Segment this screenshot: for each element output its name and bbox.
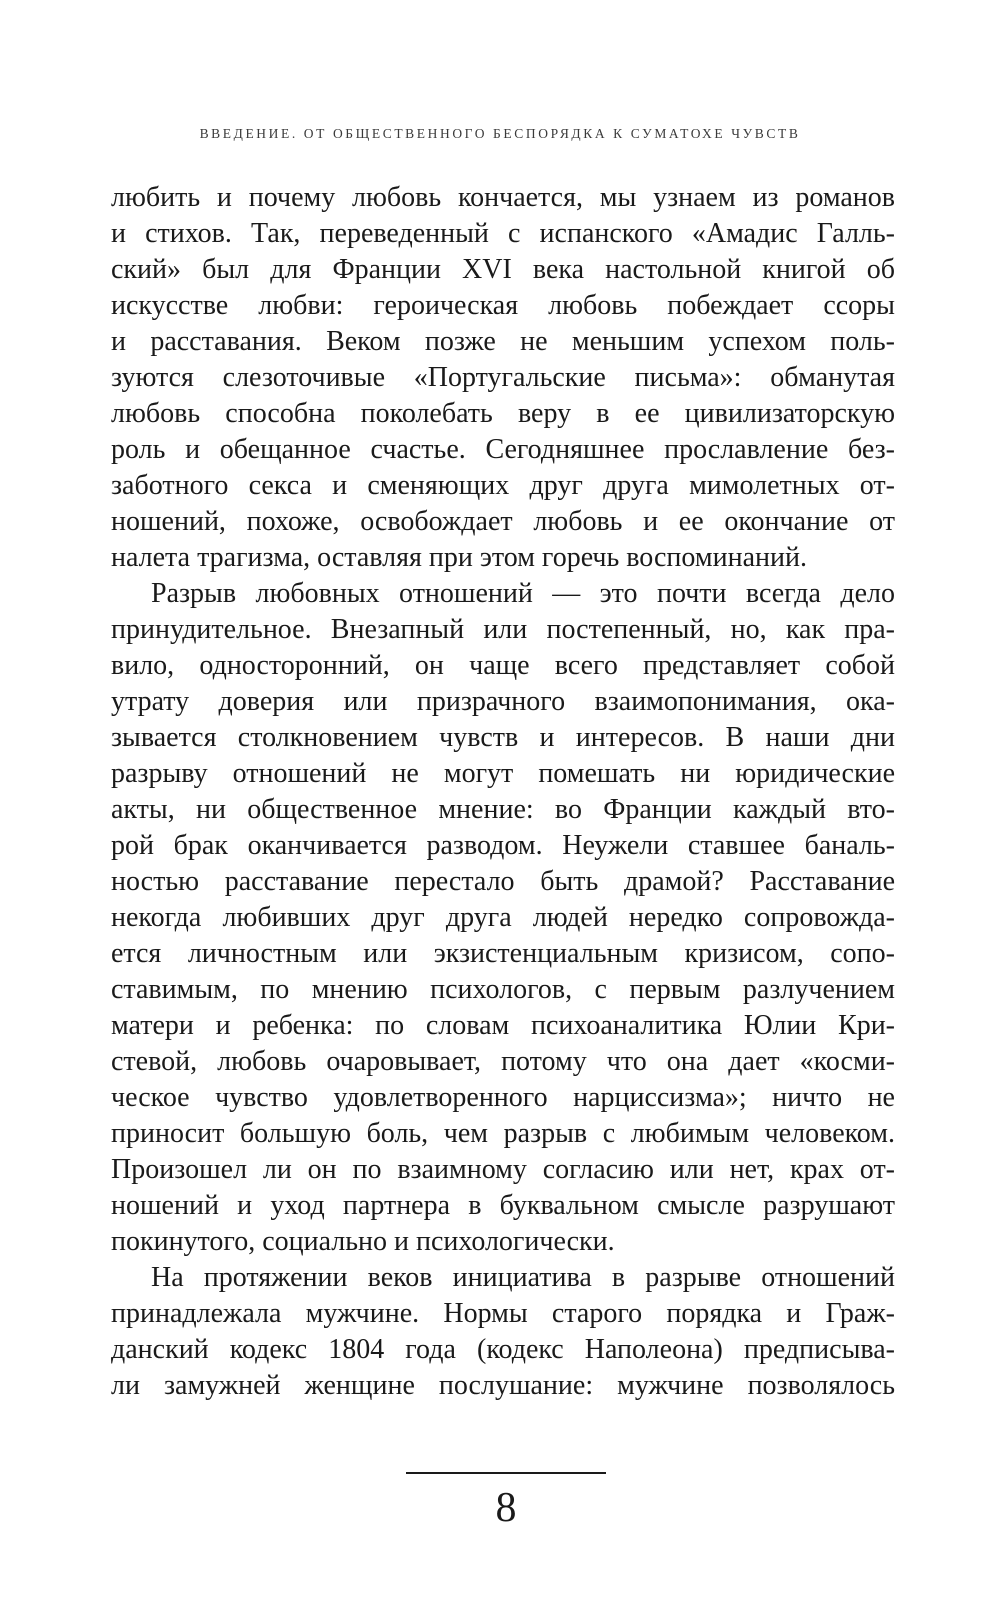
text-line: заботного секса и сменяющих друг друга мимолетных от- (111, 470, 895, 501)
text-line: и стихов. Так, переведенный с испанского «Амадис Галль- (111, 218, 895, 249)
text-line: ностью расставание перестало быть драмой? Расставание (111, 866, 895, 897)
text-line: Разрыв любовных отношений — это почти всегда дело (151, 578, 895, 609)
text-line: ческое чувство удовлетворенного нарциссизма»; ничто не (111, 1082, 895, 1113)
text-line: покинутого, социально и психологически. (111, 1226, 615, 1257)
text-line: данский кодекс 1804 года (кодекс Наполеона) предписыва- (111, 1334, 895, 1365)
text-line: искусстве любви: героическая любовь побеждает ссоры (111, 290, 895, 321)
text-line: На протяжении веков инициатива в разрыве отношений (151, 1262, 895, 1293)
text-line: матери и ребенка: по словам психоаналитика Юлии Кри- (111, 1010, 895, 1041)
text-line: ский» был для Франции XVI века настольной книгой об (111, 254, 895, 285)
text-line: ется личностным или экзистенциальным кризисом, сопо- (111, 938, 895, 969)
text-line: и расставания. Веком позже не меньшим успехом поль- (111, 326, 895, 357)
paragraph (111, 1260, 895, 1404)
running-head: ВВЕДЕНИЕ. ОТ ОБЩЕСТВЕННОГО БЕСПОРЯДКА К СУМАТОХЕ ЧУВСТВ (199, 126, 801, 141)
text-line: любовь способна поколебать веру в ее цивилизаторскую (111, 398, 895, 429)
text-line: ли замужней женщине послушание: мужчине позволялось (111, 1370, 895, 1401)
text-line: зуются слезоточивые «Португальские письма»: обманутая (111, 362, 895, 393)
text-line: принадлежала мужчине. Нормы старого порядка и Граж- (111, 1298, 895, 1329)
page-number: 8 (495, 1485, 517, 1531)
text-line: принудительное. Внезапный или постепенный, но, как пра- (111, 614, 895, 645)
text-line: зывается столкновением чувств и интересов. В наши дни (111, 722, 895, 753)
text-line: стевой, любовь очаровывает, потому что она дает «косми- (111, 1046, 895, 1077)
text-line: любить и почему любовь кончается, мы узнаем из романов (111, 182, 895, 213)
text-line: роль и обещанное счастье. Сегодняшнее прославление без- (111, 434, 895, 465)
text-line: акты, ни общественное мнение: во Франции каждый вто- (111, 794, 895, 825)
body-text (111, 180, 895, 1404)
paragraph (111, 576, 895, 1260)
text-line: утрату доверия или призрачного взаимопонимания, ока- (111, 686, 895, 717)
text-line: ношений и уход партнера в буквальном смысле разрушают (111, 1190, 895, 1221)
text-line: некогда любивших друг друга людей нередко сопровожда- (111, 902, 895, 933)
text-line: ставимым, по мнению психологов, с первым разлучением (111, 974, 895, 1005)
paragraph (111, 180, 895, 576)
text-line: разрыву отношений не могут помешать ни юридические (111, 758, 895, 789)
text-line: рой брак оканчивается разводом. Неужели ставшее баналь- (111, 830, 895, 861)
text-line: вило, односторонний, он чаще всего представляет собой (111, 650, 895, 681)
text-line: Произошел ли он по взаимному согласию или нет, крах от- (111, 1154, 895, 1185)
text-line: ношений, похоже, освобождает любовь и ее окончание от (111, 506, 895, 537)
text-line: налета трагизма, оставляя при этом горечь воспоминаний. (111, 542, 807, 573)
text-line: приносит большую боль, чем разрыв с любимым человеком. (111, 1118, 895, 1149)
folio-rule (406, 1472, 606, 1474)
